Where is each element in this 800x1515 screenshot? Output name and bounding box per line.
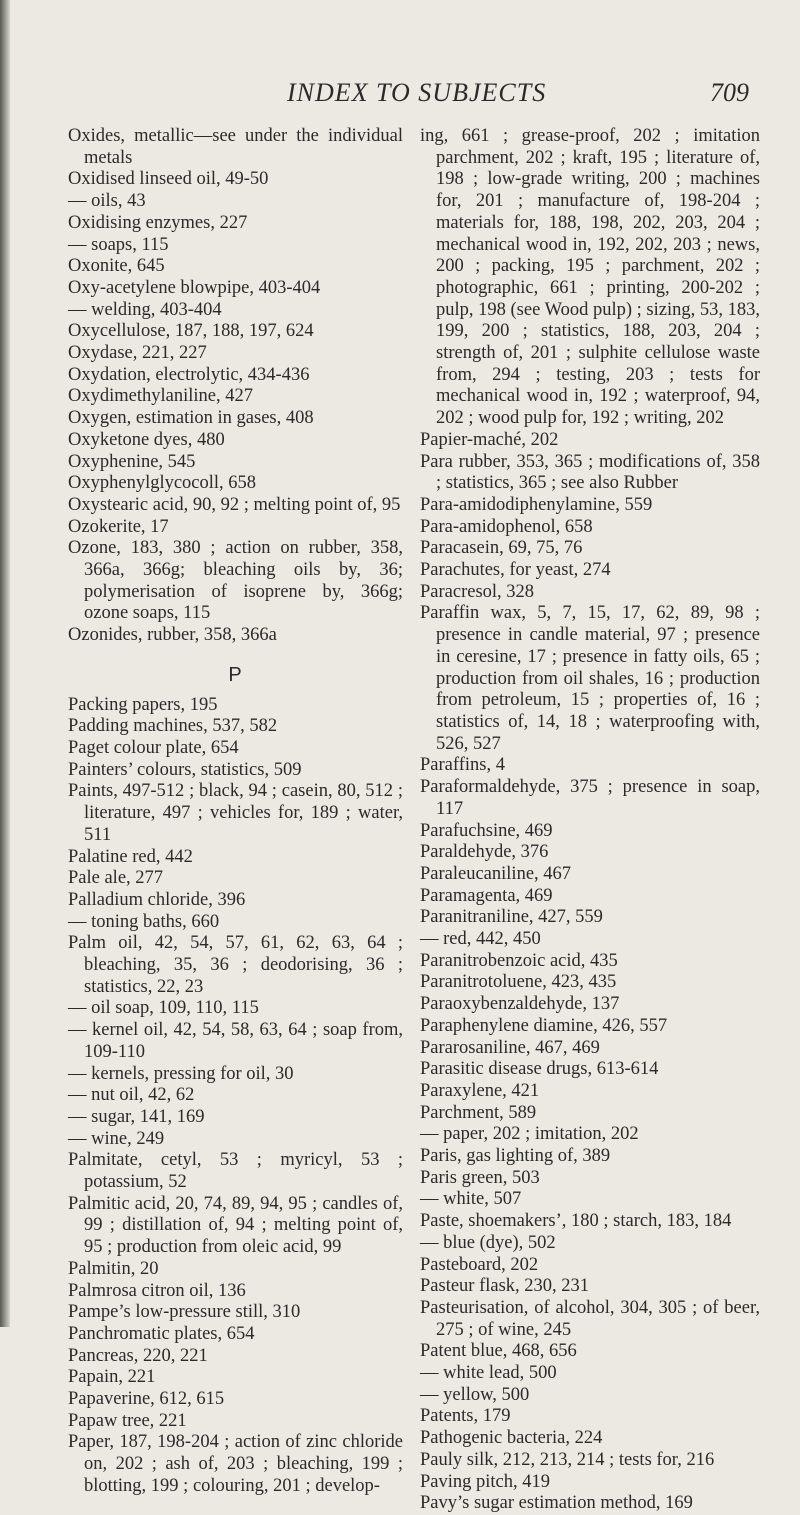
index-entry: Pasteurisation, of alcohol, 304, 305 ; of beer, 275 ; of wine, 245 bbox=[420, 1297, 760, 1340]
index-entry: Pauly silk, 212, 213, 214 ; tests for, 216 bbox=[420, 1449, 715, 1470]
index-entry: Paraoxybenzaldehyde, 137 bbox=[420, 994, 620, 1015]
index-entry: — oil soap, 109, 110, 115 bbox=[68, 998, 259, 1019]
index-entry: — kernel oil, 42, 54, 58, 63, 64 ; soap from, 109-110 bbox=[68, 1020, 403, 1062]
index-entry: Paraffin wax, 5, 7, 15, 17, 62, 89, 98 ; presence in candle material, 97 ; presence in ceresine, 17 ; presence in fatty oils, 65 ; production from oil shales, 16 ; production from petroleum, 15 ; properties of, 16 ; statistics of, 14, 18 ; waterproofing with, 526, 527 bbox=[420, 603, 760, 754]
index-entry: Oxy-acetylene blowpipe, 403-404 bbox=[68, 277, 321, 298]
index-entry: Paracasein, 69, 75, 76 bbox=[420, 538, 583, 559]
index-entry: Palm oil, 42, 54, 57, 61, 62, 63, 64 ; bleaching, 35, 36 ; deodorising, 36 ; statistics, 22, 23 bbox=[68, 933, 403, 997]
index-entry: Parachutes, for yeast, 274 bbox=[420, 560, 611, 581]
index-entry: Oxyphenylglycocoll, 658 bbox=[68, 473, 257, 494]
page-number: 709 bbox=[710, 78, 749, 107]
index-entry: Oxidising enzymes, 227 bbox=[68, 212, 248, 233]
index-entry: Paraldehyde, 376 bbox=[420, 842, 549, 863]
right-entries-p bbox=[420, 126, 760, 1515]
index-entry: Oxonite, 645 bbox=[68, 256, 165, 277]
index-entry: — blue (dye), 502 bbox=[420, 1232, 556, 1253]
book-binding-edge bbox=[0, 0, 10, 1327]
right-column bbox=[420, 126, 760, 1515]
index-entry: Paraphenylene diamine, 426, 557 bbox=[420, 1015, 668, 1036]
index-entry: — yellow, 500 bbox=[420, 1384, 530, 1405]
index-entry: Ozokerite, 17 bbox=[68, 516, 169, 537]
index-entry: Papaw tree, 221 bbox=[68, 1410, 187, 1431]
index-entry: Paranitrobenzoic acid, 435 bbox=[420, 950, 618, 971]
index-entry: Parasitic disease drugs, 613-614 bbox=[420, 1059, 659, 1080]
index-entry: — kernels, pressing for oil, 30 bbox=[68, 1063, 294, 1084]
index-entry: Oxyketone dyes, 480 bbox=[68, 429, 225, 450]
running-head: INDEX TO SUBJECTS bbox=[287, 78, 547, 107]
index-entry: Pasteur flask, 230, 231 bbox=[420, 1276, 590, 1297]
index-entry: Palatine red, 442 bbox=[68, 846, 193, 867]
index-entry: Paranitrotoluene, 423, 435 bbox=[420, 972, 617, 993]
index-entry: Pampe’s low-pressure still, 310 bbox=[68, 1302, 301, 1323]
index-entry: Paranitraniline, 427, 559 bbox=[420, 907, 603, 928]
index-entry: Paraleucaniline, 467 bbox=[420, 863, 572, 884]
index-entry: — oils, 43 bbox=[68, 191, 146, 212]
index-entry: Oxydimethylaniline, 427 bbox=[68, 386, 253, 407]
index-entry: ing, 661 ; grease-proof, 202 ; imitation parchment, 202 ; kraft, 195 ; literature of, 198 ; low-grade writing, 200 ; machines for, 201 ; manufacture of, 198-204 ; materials for, 188, 198, 202, 203, 204 ; mechanical wood in, 192, 202, 203 ; news, 200 ; packing, 195 ; parchment, 202 ; photographic, 661 ; printing, 200-202 ; pulp, 198 (see Wood pulp) ; sizing, 53, 183, 199, 200 ; statistics, 188, 203, 204 ; strength of, 201 ; sulphite cellulose waste from, 294 ; testing, 203 ; tests for mechanical wood in, 192 ; waterproof, 94, 202 ; wood pulp for, 192 ; writing, 202 bbox=[420, 126, 760, 429]
index-entry: Pavy’s sugar estimation method, 169 bbox=[420, 1493, 693, 1514]
index-entry: Oxides, metallic—see under the individual metals bbox=[68, 126, 403, 168]
index-entry: Oxycellulose, 187, 188, 197, 624 bbox=[68, 321, 314, 342]
section-letter-p: P bbox=[228, 663, 243, 686]
index-entry: — welding, 403-404 bbox=[68, 299, 222, 320]
index-entry: Paraffins, 4 bbox=[420, 755, 505, 776]
index-entry: Oxidised linseed oil, 49-50 bbox=[68, 169, 269, 190]
index-entry: Parchment, 589 bbox=[420, 1102, 537, 1123]
index-entry: Panchromatic plates, 654 bbox=[68, 1323, 255, 1344]
index-entry: Palmrosa citron oil, 136 bbox=[68, 1280, 246, 1301]
index-entry: Pathogenic bacteria, 224 bbox=[420, 1428, 603, 1449]
index-entry: Palladium chloride, 396 bbox=[68, 889, 246, 910]
index-entry: — nut oil, 42, 62 bbox=[68, 1085, 195, 1106]
index-entry: Paints, 497-512 ; black, 94 ; casein, 80, 512 ; literature, 497 ; vehicles for, 189 ; water, 511 bbox=[68, 781, 403, 845]
index-entry: Paraxylene, 421 bbox=[420, 1080, 540, 1101]
index-entry: Padding machines, 537, 582 bbox=[68, 716, 278, 737]
index-entry: Paving pitch, 419 bbox=[420, 1471, 551, 1492]
index-entry: Oxystearic acid, 90, 92 ; melting point of, 95 bbox=[68, 494, 401, 515]
index-entry: Paraformaldehyde, 375 ; presence in soap, 117 bbox=[420, 777, 760, 819]
index-entry: Paris, gas lighting of, 389 bbox=[420, 1146, 611, 1167]
index-entry: — soaps, 115 bbox=[68, 234, 169, 255]
left-column bbox=[68, 126, 403, 1498]
index-entry: Pancreas, 220, 221 bbox=[68, 1345, 208, 1366]
index-entry: — red, 442, 450 bbox=[420, 929, 541, 950]
index-entry: Oxyphenine, 545 bbox=[68, 451, 196, 472]
index-entry: Paget colour plate, 654 bbox=[68, 737, 239, 758]
index-entry: Para-amidophenol, 658 bbox=[420, 516, 593, 537]
index-entry: Papier-maché, 202 bbox=[420, 429, 559, 450]
index-entry: Oxydation, electrolytic, 434-436 bbox=[68, 364, 310, 385]
index-entry: — toning baths, 660 bbox=[68, 911, 220, 932]
index-entry: — paper, 202 ; imitation, 202 bbox=[420, 1124, 639, 1145]
index-entry: Oxydase, 221, 227 bbox=[68, 343, 207, 364]
index-entry: Pasteboard, 202 bbox=[420, 1254, 539, 1275]
index-entry: Papaverine, 612, 615 bbox=[68, 1389, 225, 1410]
index-entry: Paracresol, 328 bbox=[420, 581, 535, 602]
index-entry: — wine, 249 bbox=[68, 1128, 165, 1149]
index-entry: Paste, shoemakers’, 180 ; starch, 183, 184 bbox=[420, 1211, 732, 1232]
index-entry: Oxygen, estimation in gases, 408 bbox=[68, 408, 314, 429]
index-entry: Palmitate, cetyl, 53 ; myricyl, 53 ; potassium, 52 bbox=[68, 1150, 403, 1193]
index-entry: Para rubber, 353, 365 ; modifications of, 358 ; statistics, 365 ; see also Rubber bbox=[420, 451, 760, 494]
index-entry: Ozone, 183, 380 ; action on rubber, 358, 366a, 366g; bleaching oils by, 36; polymerisation of isoprene by, 366g; ozone soaps, 115 bbox=[68, 538, 403, 624]
index-entry: Patent blue, 468, 656 bbox=[420, 1341, 577, 1362]
index-entry: Patents, 179 bbox=[420, 1406, 511, 1427]
index-entry: Papain, 221 bbox=[68, 1367, 156, 1388]
index-entry: Packing papers, 195 bbox=[68, 694, 218, 715]
index-entry: Painters’ colours, statistics, 509 bbox=[68, 759, 302, 780]
index-entry: Palmitin, 20 bbox=[68, 1258, 159, 1279]
index-entry: Pararosaniline, 467, 469 bbox=[420, 1037, 600, 1058]
left-entries-p bbox=[68, 695, 403, 1498]
left-entries-o bbox=[68, 126, 403, 647]
index-entry: — white, 507 bbox=[420, 1189, 522, 1210]
page-header bbox=[0, 78, 800, 108]
index-entry: — white lead, 500 bbox=[420, 1363, 557, 1384]
index-entry: Palmitic acid, 20, 74, 89, 94, 95 ; candles of, 99 ; distillation of, 94 ; melting point of, 95 ; production from oleic acid, 99 bbox=[68, 1193, 403, 1258]
index-entry: Paris green, 503 bbox=[420, 1167, 540, 1188]
index-entry: Para-amidodiphenylamine, 559 bbox=[420, 494, 653, 515]
index-entry: Pale ale, 277 bbox=[68, 868, 164, 889]
index-entry: — sugar, 141, 169 bbox=[68, 1106, 205, 1127]
index-entry: Ozonides, rubber, 358, 366a bbox=[68, 625, 277, 646]
index-entry: Paper, 187, 198-204 ; action of zinc chloride on, 202 ; ash of, 203 ; bleaching, 199 ; blotting, 199 ; colouring, 201 ; develop- bbox=[68, 1432, 403, 1496]
index-entry: Parafuchsine, 469 bbox=[420, 820, 553, 841]
index-entry: Paramagenta, 469 bbox=[420, 885, 553, 906]
